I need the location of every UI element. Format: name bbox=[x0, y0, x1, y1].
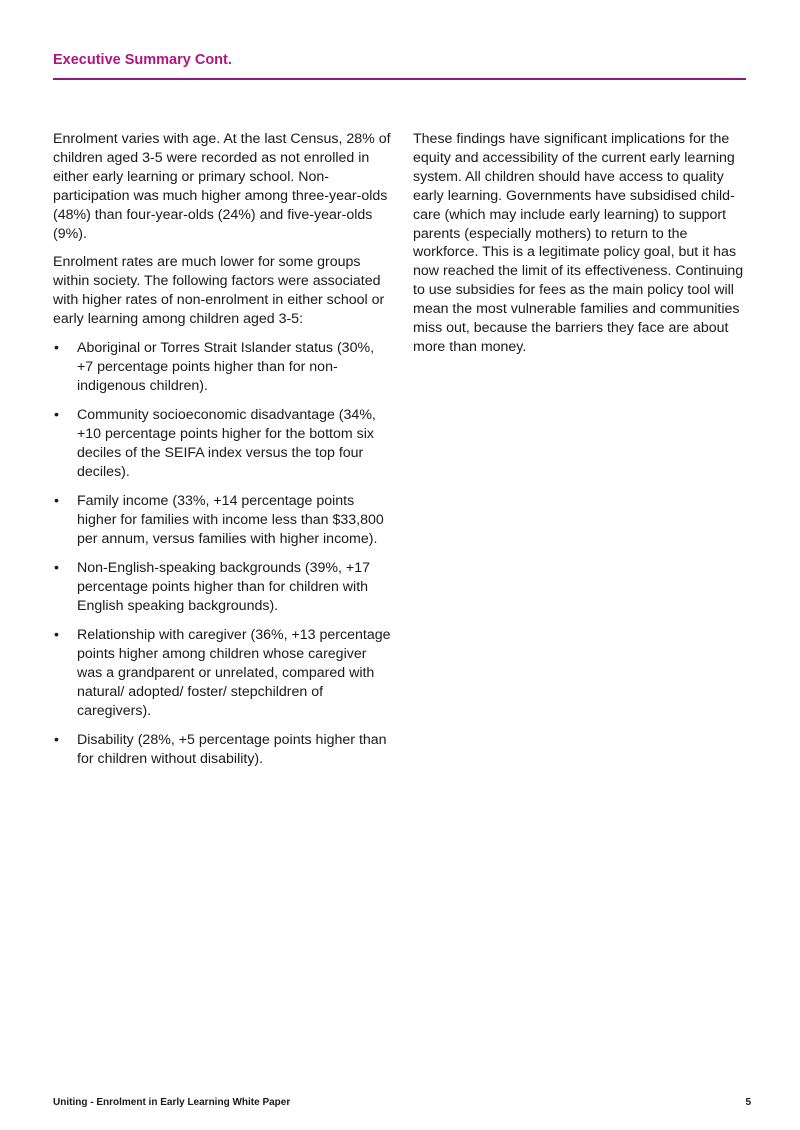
left-column bbox=[53, 130, 393, 779]
list-item bbox=[53, 406, 393, 482]
list-item-text: Community socioeconomic disadvantage (34%, +10 percentage points higher for the bottom six deciles of the SEIFA index versus the top four deciles). bbox=[77, 407, 376, 480]
footer-document-title: Uniting - Enrolment in Early Learning White Paper bbox=[53, 1097, 291, 1108]
section-title: Executive Summary Cont. bbox=[53, 52, 232, 68]
body-paragraph: These findings have significant implications for the equity and accessibility of the current early learning system. All children should have access to quality early learning. Governments have subsidised child-care (which may include early learning) to support parents (especially mothers) to return to the workforce. This is a legitimate policy goal, but it has now reached the limit of its effectiveness. Continuing to use subsidies for fees as the main policy tool will mean the most vulnerable families and communities miss out, because the barriers they face are about more than money. bbox=[413, 131, 744, 355]
page-number: 5 bbox=[745, 1097, 751, 1108]
list-item-text: Non-English-speaking backgrounds (39%, +17 percentage points higher than for children with English speaking backgrounds). bbox=[77, 560, 370, 614]
bullet-icon: • bbox=[54, 340, 59, 357]
factor-list bbox=[53, 339, 393, 769]
body-paragraph: Enrolment rates are much lower for some groups within society. The following factors were associated with higher rates of non-enrolment in either school or early learning among children aged 3-5: bbox=[53, 254, 385, 328]
bullet-icon: • bbox=[54, 627, 59, 644]
list-item-text: Disability (28%, +5 percentage points higher than for children without disability). bbox=[77, 731, 387, 767]
list-item bbox=[53, 626, 393, 721]
bullet-icon: • bbox=[54, 560, 59, 577]
bullet-icon: • bbox=[54, 731, 59, 748]
list-item bbox=[53, 339, 393, 396]
bullet-icon: • bbox=[54, 407, 59, 424]
list-item-text: Relationship with caregiver (36%, +13 percentage points higher among children whose caregiver was a grandparent or unrelated, compared with natural/ adopted/ foster/ stepchildren of caregivers). bbox=[77, 627, 391, 719]
bullet-icon: • bbox=[54, 493, 59, 509]
page-header bbox=[53, 50, 746, 70]
list-item bbox=[53, 492, 393, 549]
body-paragraph: Enrolment varies with age. At the last Census, 28% of children aged 3-5 were recorded as not enrolled in either early learning or primary school. Non-participation was much higher among three-year-olds (48%) than four-year-olds (24%) and five-year-olds (9%). bbox=[53, 131, 391, 242]
list-item bbox=[53, 559, 393, 616]
header-divider bbox=[53, 78, 746, 80]
list-item-text: Aboriginal or Torres Strait Islander status (30%, +7 percentage points higher than for non-indigenous children). bbox=[77, 340, 375, 394]
list-item-text: Family income (33%, +14 percentage points higher for families with income less than $33,800 per annum, versus families with higher income). bbox=[77, 493, 384, 547]
list-item bbox=[53, 731, 393, 769]
right-column bbox=[413, 130, 748, 367]
